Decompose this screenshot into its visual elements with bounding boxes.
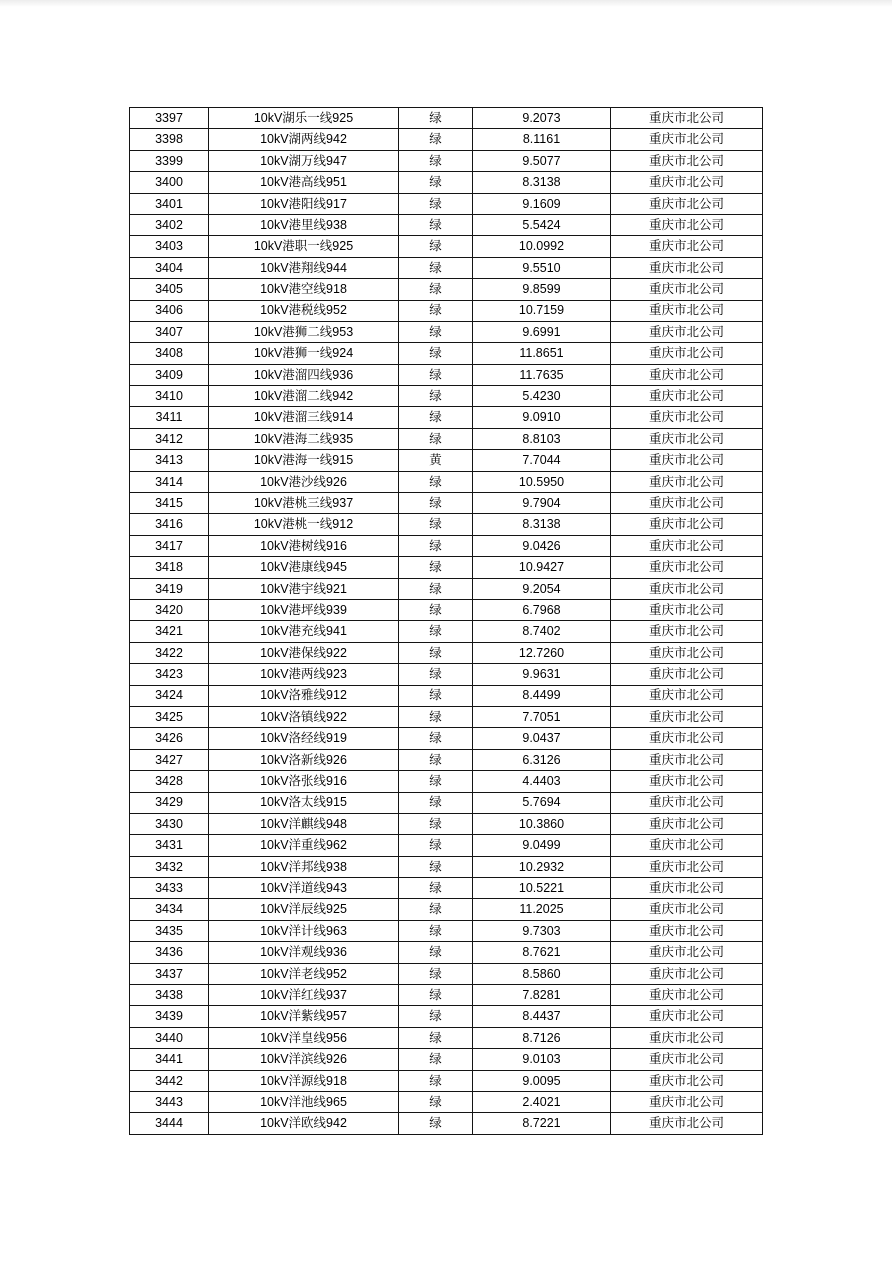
cell-value: 9.0499	[473, 835, 611, 856]
cell-name: 10kV洋邦线938	[209, 856, 399, 877]
cell-name: 10kV港狮一线924	[209, 343, 399, 364]
cell-value: 9.9631	[473, 664, 611, 685]
cell-value: 8.7126	[473, 1027, 611, 1048]
cell-value: 9.7303	[473, 920, 611, 941]
cell-name: 10kV港税线952	[209, 300, 399, 321]
cell-id: 3412	[130, 428, 209, 449]
cell-id: 3397	[130, 108, 209, 129]
table-row	[130, 835, 763, 856]
cell-company: 重庆市北公司	[611, 108, 763, 129]
table-row	[130, 664, 763, 685]
table-row	[130, 108, 763, 129]
table-row	[130, 1027, 763, 1048]
cell-company: 重庆市北公司	[611, 856, 763, 877]
cell-company: 重庆市北公司	[611, 279, 763, 300]
cell-value: 2.4021	[473, 1091, 611, 1112]
cell-company: 重庆市北公司	[611, 364, 763, 385]
cell-name: 10kV港树线916	[209, 535, 399, 556]
cell-status: 绿	[399, 664, 473, 685]
cell-company: 重庆市北公司	[611, 450, 763, 471]
cell-value: 9.1609	[473, 193, 611, 214]
cell-id: 3439	[130, 1006, 209, 1027]
cell-id: 3441	[130, 1049, 209, 1070]
table-row	[130, 193, 763, 214]
cell-name: 10kV洋重线962	[209, 835, 399, 856]
table-row	[130, 963, 763, 984]
cell-value: 8.7621	[473, 942, 611, 963]
cell-name: 10kV洋观线936	[209, 942, 399, 963]
table-row	[130, 942, 763, 963]
table-row	[130, 749, 763, 770]
cell-status: 绿	[399, 236, 473, 257]
cell-company: 重庆市北公司	[611, 193, 763, 214]
cell-company: 重庆市北公司	[611, 428, 763, 449]
cell-value: 8.8103	[473, 428, 611, 449]
cell-name: 10kV洋红线937	[209, 985, 399, 1006]
cell-status: 绿	[399, 257, 473, 278]
table-row	[130, 172, 763, 193]
cell-status: 绿	[399, 706, 473, 727]
cell-company: 重庆市北公司	[611, 257, 763, 278]
cell-name: 10kV港狮二线953	[209, 321, 399, 342]
cell-name: 10kV洋老线952	[209, 963, 399, 984]
cell-status: 绿	[399, 1091, 473, 1112]
cell-company: 重庆市北公司	[611, 172, 763, 193]
cell-id: 3425	[130, 706, 209, 727]
cell-id: 3436	[130, 942, 209, 963]
table-row	[130, 1070, 763, 1091]
cell-company: 重庆市北公司	[611, 236, 763, 257]
cell-name: 10kV港坪线939	[209, 599, 399, 620]
cell-name: 10kV港海二线935	[209, 428, 399, 449]
cell-value: 4.4403	[473, 771, 611, 792]
cell-status: 绿	[399, 813, 473, 834]
cell-value: 5.4230	[473, 386, 611, 407]
cell-id: 3401	[130, 193, 209, 214]
cell-name: 10kV港溜三线914	[209, 407, 399, 428]
cell-status: 绿	[399, 642, 473, 663]
cell-status: 绿	[399, 728, 473, 749]
cell-name: 10kV洋计线963	[209, 920, 399, 941]
cell-status: 绿	[399, 364, 473, 385]
cell-status: 绿	[399, 856, 473, 877]
cell-name: 10kV洋池线965	[209, 1091, 399, 1112]
cell-name: 10kV港保线922	[209, 642, 399, 663]
cell-id: 3434	[130, 899, 209, 920]
cell-status: 绿	[399, 514, 473, 535]
cell-company: 重庆市北公司	[611, 1113, 763, 1134]
table-row	[130, 150, 763, 171]
cell-status: 绿	[399, 108, 473, 129]
cell-name: 10kV港沙线926	[209, 471, 399, 492]
cell-company: 重庆市北公司	[611, 813, 763, 834]
cell-id: 3421	[130, 621, 209, 642]
cell-company: 重庆市北公司	[611, 749, 763, 770]
table-row	[130, 279, 763, 300]
table-row	[130, 493, 763, 514]
table-row	[130, 1006, 763, 1027]
cell-id: 3415	[130, 493, 209, 514]
cell-status: 绿	[399, 407, 473, 428]
cell-status: 绿	[399, 279, 473, 300]
table-row	[130, 1113, 763, 1134]
cell-name: 10kV港海一线915	[209, 450, 399, 471]
cell-value: 9.2054	[473, 578, 611, 599]
table-row	[130, 771, 763, 792]
cell-id: 3428	[130, 771, 209, 792]
cell-value: 10.0992	[473, 236, 611, 257]
cell-value: 6.7968	[473, 599, 611, 620]
cell-id: 3420	[130, 599, 209, 620]
cell-value: 9.0095	[473, 1070, 611, 1091]
cell-id: 3442	[130, 1070, 209, 1091]
table-row	[130, 129, 763, 150]
cell-name: 10kV洛雅线912	[209, 685, 399, 706]
table-row	[130, 1049, 763, 1070]
cell-status: 黄	[399, 450, 473, 471]
table-row	[130, 407, 763, 428]
table-row	[130, 343, 763, 364]
cell-id: 3422	[130, 642, 209, 663]
cell-status: 绿	[399, 599, 473, 620]
cell-company: 重庆市北公司	[611, 771, 763, 792]
cell-name: 10kV港溜二线942	[209, 386, 399, 407]
page-top-edge	[0, 0, 892, 7]
cell-status: 绿	[399, 1070, 473, 1091]
cell-status: 绿	[399, 749, 473, 770]
cell-id: 3423	[130, 664, 209, 685]
cell-id: 3402	[130, 214, 209, 235]
cell-id: 3405	[130, 279, 209, 300]
table-row	[130, 236, 763, 257]
cell-id: 3438	[130, 985, 209, 1006]
cell-company: 重庆市北公司	[611, 963, 763, 984]
table-row	[130, 364, 763, 385]
table-row	[130, 878, 763, 899]
table-row	[130, 920, 763, 941]
cell-status: 绿	[399, 685, 473, 706]
cell-name: 10kV洛经线919	[209, 728, 399, 749]
cell-company: 重庆市北公司	[611, 1027, 763, 1048]
cell-name: 10kV洋皇线956	[209, 1027, 399, 1048]
cell-name: 10kV港康线945	[209, 557, 399, 578]
cell-name: 10kV湖两线942	[209, 129, 399, 150]
cell-status: 绿	[399, 150, 473, 171]
cell-status: 绿	[399, 920, 473, 941]
cell-status: 绿	[399, 193, 473, 214]
line-data-table	[129, 107, 763, 1135]
cell-company: 重庆市北公司	[611, 214, 763, 235]
table-row	[130, 899, 763, 920]
cell-name: 10kV洋滨线926	[209, 1049, 399, 1070]
cell-id: 3437	[130, 963, 209, 984]
cell-company: 重庆市北公司	[611, 535, 763, 556]
cell-value: 9.0103	[473, 1049, 611, 1070]
table-row	[130, 985, 763, 1006]
cell-value: 8.7402	[473, 621, 611, 642]
cell-value: 9.2073	[473, 108, 611, 129]
cell-company: 重庆市北公司	[611, 985, 763, 1006]
cell-value: 8.3138	[473, 514, 611, 535]
cell-name: 10kV港高线951	[209, 172, 399, 193]
cell-id: 3403	[130, 236, 209, 257]
cell-company: 重庆市北公司	[611, 1006, 763, 1027]
cell-name: 10kV洋源线918	[209, 1070, 399, 1091]
cell-name: 10kV港阳线917	[209, 193, 399, 214]
cell-company: 重庆市北公司	[611, 321, 763, 342]
cell-value: 9.5077	[473, 150, 611, 171]
cell-value: 8.1161	[473, 129, 611, 150]
cell-status: 绿	[399, 963, 473, 984]
cell-status: 绿	[399, 300, 473, 321]
cell-name: 10kV港桃一线912	[209, 514, 399, 535]
cell-status: 绿	[399, 428, 473, 449]
cell-company: 重庆市北公司	[611, 664, 763, 685]
cell-value: 9.0426	[473, 535, 611, 556]
table-row	[130, 257, 763, 278]
cell-name: 10kV洋麒线948	[209, 813, 399, 834]
cell-name: 10kV港宇线921	[209, 578, 399, 599]
cell-id: 3430	[130, 813, 209, 834]
cell-value: 8.7221	[473, 1113, 611, 1134]
cell-id: 3429	[130, 792, 209, 813]
cell-value: 10.9427	[473, 557, 611, 578]
cell-value: 5.7694	[473, 792, 611, 813]
cell-id: 3416	[130, 514, 209, 535]
cell-id: 3431	[130, 835, 209, 856]
cell-company: 重庆市北公司	[611, 386, 763, 407]
cell-company: 重庆市北公司	[611, 835, 763, 856]
cell-id: 3426	[130, 728, 209, 749]
cell-company: 重庆市北公司	[611, 920, 763, 941]
cell-status: 绿	[399, 343, 473, 364]
cell-company: 重庆市北公司	[611, 642, 763, 663]
cell-status: 绿	[399, 1049, 473, 1070]
cell-company: 重庆市北公司	[611, 578, 763, 599]
table-row	[130, 535, 763, 556]
table-row	[130, 1091, 763, 1112]
cell-id: 3399	[130, 150, 209, 171]
cell-value: 7.7044	[473, 450, 611, 471]
cell-value: 7.8281	[473, 985, 611, 1006]
cell-status: 绿	[399, 471, 473, 492]
cell-value: 11.2025	[473, 899, 611, 920]
table-row	[130, 642, 763, 663]
cell-value: 11.7635	[473, 364, 611, 385]
cell-company: 重庆市北公司	[611, 792, 763, 813]
cell-id: 3417	[130, 535, 209, 556]
cell-company: 重庆市北公司	[611, 728, 763, 749]
cell-id: 3435	[130, 920, 209, 941]
table-row	[130, 706, 763, 727]
cell-id: 3440	[130, 1027, 209, 1048]
table-row	[130, 685, 763, 706]
cell-value: 10.5221	[473, 878, 611, 899]
cell-status: 绿	[399, 557, 473, 578]
cell-value: 10.3860	[473, 813, 611, 834]
table-row	[130, 856, 763, 877]
cell-id: 3398	[130, 129, 209, 150]
cell-status: 绿	[399, 214, 473, 235]
cell-status: 绿	[399, 835, 473, 856]
cell-value: 5.5424	[473, 214, 611, 235]
cell-value: 9.5510	[473, 257, 611, 278]
cell-status: 绿	[399, 386, 473, 407]
cell-id: 3407	[130, 321, 209, 342]
cell-id: 3443	[130, 1091, 209, 1112]
table-row	[130, 514, 763, 535]
cell-status: 绿	[399, 899, 473, 920]
table-row	[130, 386, 763, 407]
cell-name: 10kV港两线923	[209, 664, 399, 685]
cell-value: 10.2932	[473, 856, 611, 877]
cell-value: 9.6991	[473, 321, 611, 342]
cell-company: 重庆市北公司	[611, 514, 763, 535]
cell-company: 重庆市北公司	[611, 343, 763, 364]
cell-value: 6.3126	[473, 749, 611, 770]
cell-value: 9.0437	[473, 728, 611, 749]
table-row	[130, 728, 763, 749]
cell-company: 重庆市北公司	[611, 407, 763, 428]
cell-status: 绿	[399, 578, 473, 599]
cell-company: 重庆市北公司	[611, 621, 763, 642]
cell-status: 绿	[399, 321, 473, 342]
cell-status: 绿	[399, 1027, 473, 1048]
cell-status: 绿	[399, 535, 473, 556]
cell-name: 10kV港翔线944	[209, 257, 399, 278]
cell-value: 12.7260	[473, 642, 611, 663]
table-row	[130, 578, 763, 599]
cell-value: 9.7904	[473, 493, 611, 514]
cell-status: 绿	[399, 1113, 473, 1134]
cell-id: 3409	[130, 364, 209, 385]
cell-company: 重庆市北公司	[611, 1091, 763, 1112]
cell-company: 重庆市北公司	[611, 557, 763, 578]
cell-id: 3414	[130, 471, 209, 492]
cell-id: 3424	[130, 685, 209, 706]
cell-name: 10kV港桃三线937	[209, 493, 399, 514]
cell-id: 3411	[130, 407, 209, 428]
cell-name: 10kV洋辰线925	[209, 899, 399, 920]
cell-status: 绿	[399, 985, 473, 1006]
cell-value: 8.4437	[473, 1006, 611, 1027]
cell-company: 重庆市北公司	[611, 599, 763, 620]
cell-value: 10.5950	[473, 471, 611, 492]
table-row	[130, 214, 763, 235]
cell-name: 10kV洛太线915	[209, 792, 399, 813]
cell-value: 10.7159	[473, 300, 611, 321]
cell-id: 3427	[130, 749, 209, 770]
table-row	[130, 813, 763, 834]
cell-name: 10kV洋道线943	[209, 878, 399, 899]
cell-id: 3418	[130, 557, 209, 578]
cell-company: 重庆市北公司	[611, 1070, 763, 1091]
cell-company: 重庆市北公司	[611, 942, 763, 963]
cell-status: 绿	[399, 172, 473, 193]
table-row	[130, 300, 763, 321]
cell-name: 10kV港空线918	[209, 279, 399, 300]
table-row	[130, 428, 763, 449]
cell-id: 3444	[130, 1113, 209, 1134]
cell-company: 重庆市北公司	[611, 1049, 763, 1070]
cell-status: 绿	[399, 771, 473, 792]
cell-company: 重庆市北公司	[611, 899, 763, 920]
cell-status: 绿	[399, 942, 473, 963]
line-table-body	[130, 108, 763, 1135]
cell-name: 10kV洋欧线942	[209, 1113, 399, 1134]
cell-value: 9.8599	[473, 279, 611, 300]
table-row	[130, 792, 763, 813]
cell-status: 绿	[399, 493, 473, 514]
cell-name: 10kV洛张线916	[209, 771, 399, 792]
cell-value: 8.4499	[473, 685, 611, 706]
cell-status: 绿	[399, 621, 473, 642]
cell-id: 3419	[130, 578, 209, 599]
cell-value: 8.3138	[473, 172, 611, 193]
cell-status: 绿	[399, 792, 473, 813]
cell-id: 3413	[130, 450, 209, 471]
cell-name: 10kV洛镇线922	[209, 706, 399, 727]
cell-company: 重庆市北公司	[611, 493, 763, 514]
cell-name: 10kV港溜四线936	[209, 364, 399, 385]
cell-company: 重庆市北公司	[611, 300, 763, 321]
cell-name: 10kV湖万线947	[209, 150, 399, 171]
cell-status: 绿	[399, 129, 473, 150]
cell-value: 7.7051	[473, 706, 611, 727]
cell-name: 10kV港职一线925	[209, 236, 399, 257]
table-row	[130, 471, 763, 492]
cell-company: 重庆市北公司	[611, 471, 763, 492]
table-row	[130, 321, 763, 342]
cell-status: 绿	[399, 1006, 473, 1027]
table-row	[130, 557, 763, 578]
cell-status: 绿	[399, 878, 473, 899]
cell-id: 3433	[130, 878, 209, 899]
cell-company: 重庆市北公司	[611, 685, 763, 706]
cell-company: 重庆市北公司	[611, 129, 763, 150]
cell-id: 3406	[130, 300, 209, 321]
cell-name: 10kV港充线941	[209, 621, 399, 642]
cell-value: 9.0910	[473, 407, 611, 428]
cell-company: 重庆市北公司	[611, 878, 763, 899]
cell-id: 3432	[130, 856, 209, 877]
cell-id: 3404	[130, 257, 209, 278]
table-row	[130, 621, 763, 642]
cell-id: 3410	[130, 386, 209, 407]
table-row	[130, 599, 763, 620]
cell-company: 重庆市北公司	[611, 150, 763, 171]
cell-id: 3400	[130, 172, 209, 193]
cell-value: 8.5860	[473, 963, 611, 984]
cell-value: 11.8651	[473, 343, 611, 364]
cell-id: 3408	[130, 343, 209, 364]
cell-name: 10kV洋紫线957	[209, 1006, 399, 1027]
cell-name: 10kV湖乐一线925	[209, 108, 399, 129]
cell-name: 10kV港里线938	[209, 214, 399, 235]
table-row	[130, 450, 763, 471]
cell-company: 重庆市北公司	[611, 706, 763, 727]
cell-name: 10kV洛新线926	[209, 749, 399, 770]
